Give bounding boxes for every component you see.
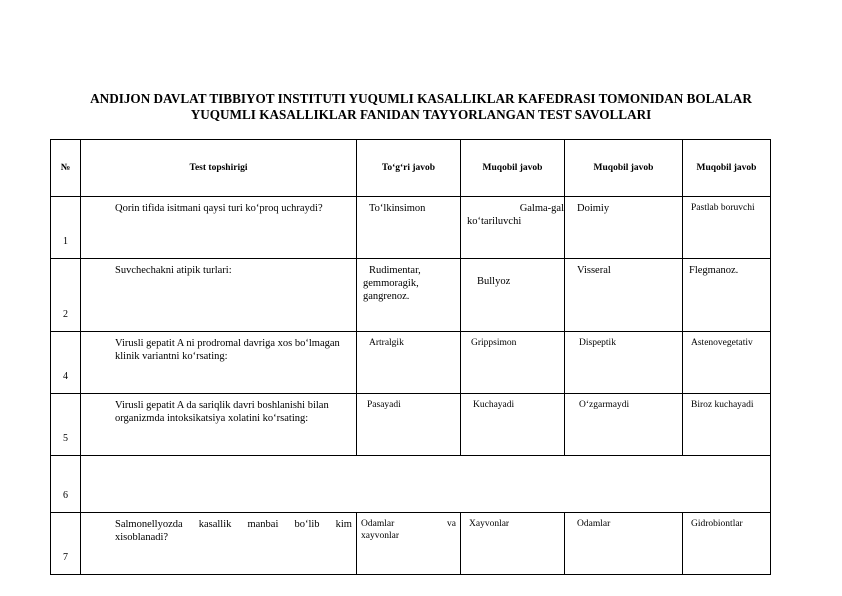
question-line-2: xisoblanadi?: [115, 532, 169, 543]
table-row: [51, 332, 771, 394]
correct-answer-cell: [357, 259, 461, 332]
correct-answer-cell: [357, 513, 461, 575]
correct-answer-cell: To‘lkinsimon: [357, 197, 461, 259]
row-number-cell: [51, 332, 81, 394]
correct-answer-line-2: gemmoragik,: [363, 278, 419, 289]
alt-answer-3-cell: Flegmanoz.: [683, 259, 771, 332]
row-number: 4: [63, 371, 68, 382]
title-line-1: ANDIJON DAVLAT TIBBIYOT INSTITUTI YUQUMLI KASALLIKLAR KAFEDRASI TOMONIDAN BOLALAR: [90, 91, 752, 106]
row-number-cell: [51, 456, 81, 513]
alt-answer-1-cell: Kuchayadi: [461, 394, 565, 456]
header-number: №: [51, 140, 81, 197]
alt-answer-1-cell: Bullyoz: [461, 259, 565, 332]
row-number-cell: [51, 394, 81, 456]
header-alternative-answer-3: Muqobil javob: [683, 140, 771, 197]
row-number: 2: [63, 309, 68, 320]
question-word: Salmonellyozda: [115, 519, 183, 530]
alt-answer-2-cell: Doimiy: [565, 197, 683, 259]
correct-answer-line-3: gangrenoz.: [363, 291, 410, 302]
correct-answer-line-1: [361, 518, 456, 530]
alt-answer-1-line-1: Galma-gal: [519, 203, 564, 214]
alt-answer-1-cell: Grippsimon: [461, 332, 565, 394]
correct-answer-line-2: xayvonlar: [361, 531, 399, 541]
question-line-1: [115, 518, 352, 531]
question-cell: [81, 513, 357, 575]
correct-answer-cell: Artralgik: [357, 332, 461, 394]
empty-merged-cell: [81, 456, 771, 513]
alt-answer-1-line-2: ko‘tariluvchi: [467, 216, 522, 227]
question-word: bo‘lib: [294, 519, 320, 530]
correct-answer-cell: Pasayadi: [357, 394, 461, 456]
table-row: [51, 197, 771, 259]
row-number: 5: [63, 433, 68, 444]
alt-answer-2-cell: Dispeptik: [565, 332, 683, 394]
correct-answer-line-1: Rudimentar,: [369, 265, 421, 276]
alt-answer-2-cell: O‘zgarmaydi: [565, 394, 683, 456]
table-row: [51, 456, 771, 513]
row-number-cell: [51, 259, 81, 332]
test-questions-table: [50, 139, 771, 575]
row-number-cell: [51, 197, 81, 259]
title-line-2: YUQUMLI KASALLIKLAR FANIDAN TAYYORLANGAN TEST SAVOLLARI: [190, 107, 652, 122]
table-header-row: [51, 140, 771, 197]
row-number: 1: [63, 236, 68, 247]
alt-answer-1-cell: [461, 197, 565, 259]
alt-answer-3-cell: Gidrobiontlar: [683, 513, 771, 575]
question-cell: Virusli gepatit A ni prodromal davriga xos bo‘lmagan klinik variantni ko‘rsating:: [81, 332, 357, 394]
row-number-cell: [51, 513, 81, 575]
table-row: [51, 259, 771, 332]
alt-answer-3-cell: Pastlab boruvchi: [683, 197, 771, 259]
question-word: kim: [335, 519, 352, 530]
question-cell: Suvchechakni atipik turlari:: [81, 259, 357, 332]
correct-answer-word: va: [447, 519, 456, 529]
question-cell: Virusli gepatit A da sariqlik davri boshlanishi bilan organizmda intoksikatsiya xolatini ko‘rsating:: [81, 394, 357, 456]
table-row: [51, 394, 771, 456]
alt-answer-3-cell: Biroz kuchayadi: [683, 394, 771, 456]
alt-answer-2-cell: Visseral: [565, 259, 683, 332]
table-row: [51, 513, 771, 575]
row-number: 7: [63, 552, 68, 563]
row-number: 6: [63, 490, 68, 501]
alt-answer-1-cell: Xayvonlar: [461, 513, 565, 575]
header-correct-answer: To‘g‘ri javob: [357, 140, 461, 197]
correct-answer-word: Odamlar: [361, 519, 395, 529]
question-cell: Qorin tifida isitmani qaysi turi ko‘proq uchraydi?: [81, 197, 357, 259]
header-alternative-answer-2: Muqobil javob: [565, 140, 683, 197]
header-alternative-answer-1: Muqobil javob: [461, 140, 565, 197]
question-word: manbai: [247, 519, 279, 530]
alt-answer-3-cell: Astenovegetativ: [683, 332, 771, 394]
document-title: [40, 91, 802, 123]
question-word: kasallik: [198, 519, 232, 530]
alt-answer-2-cell: Odamlar: [565, 513, 683, 575]
header-test-task: Test topshirigi: [81, 140, 357, 197]
